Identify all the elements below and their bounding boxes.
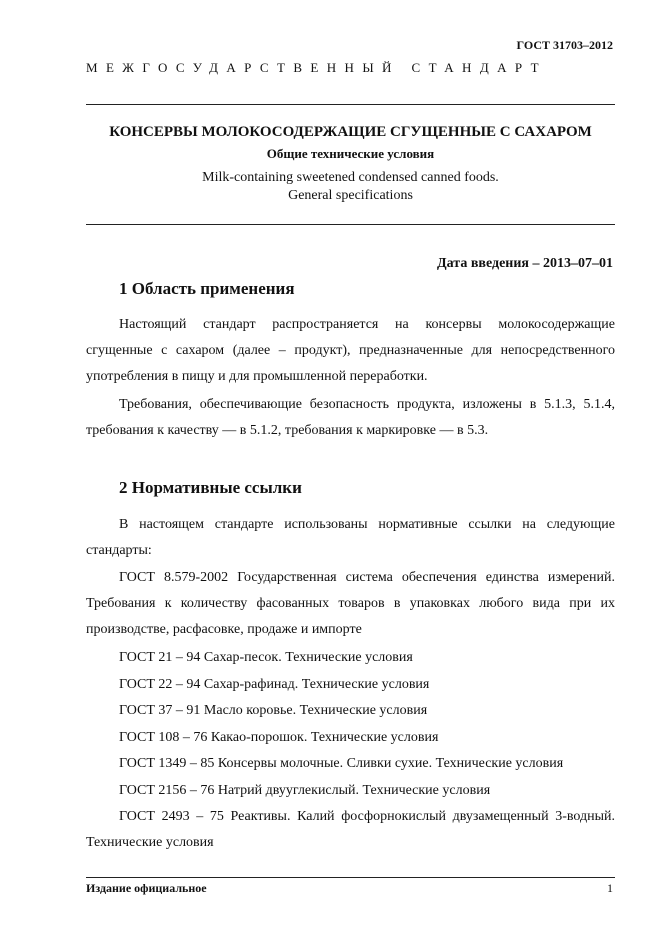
section-1-paragraph-2: Требования, обеспечивающие безопасность продукта, изложены в 5.1.3, 5.1.4, требования к качеству — в 5.1.2, требования к маркировке — в 5.3. [86,397,615,438]
gost-number: ГОСТ 31703–2012 [516,38,613,52]
section-2-heading: 2 Нормативные ссылки [119,478,302,497]
section-1-heading: 1 Область применения [119,279,295,298]
section-1-paragraph-1: Настоящий стандарт распространяется на консервы молокосодержащие сгущенные с сахаром (далее – продукт), предназначенные для непосредственного употребления в пищу и для промышленной переработки. [86,317,615,384]
edition-label: Издание официальное [86,881,207,895]
reference-item: ГОСТ 1349 – 85 Консервы молочные. Сливки сухие. Технические условия [119,756,564,771]
document-title: КОНСЕРВЫ МОЛОКОСОДЕРЖАЩИЕ СГУЩЕННЫЕ С САХАРОМ [109,124,592,140]
page-number: 1 [607,881,613,895]
reference-gost-2493: ГОСТ 2493 – 75 Реактивы. Калий фосфорнокислый двузамещенный 3-водный. Технические условия [86,809,615,850]
reference-item: ГОСТ 22 – 94 Сахар-рафинад. Технические условия [119,677,430,692]
introduction-date: Дата введения – 2013–07–01 [437,256,613,271]
title-divider [86,224,615,225]
reference-item: ГОСТ 37 – 91 Масло коровье. Технические условия [119,703,428,718]
reference-gost-8579: ГОСТ 8.579-2002 Государственная система обеспечения единства измерений. Требования к количеству фасованных товаров в упаковках любого вида при их производстве, расфасовке, продаже и импорте [86,570,615,637]
footer-divider [86,877,615,878]
reference-item: ГОСТ 2156 – 76 Натрий двууглекислый. Технические условия [119,783,491,798]
english-subtitle: General specifications [288,188,413,203]
reference-item: ГОСТ 21 – 94 Сахар-песок. Технические условия [119,650,413,665]
reference-item: ГОСТ 108 – 76 Какао-порошок. Технические условия [119,730,439,745]
section-2-intro: В настоящем стандарте использованы нормативные ссылки на следующие стандарты: [86,517,615,558]
standard-type: МЕЖГОСУДАРСТВЕННЫЙ СТАНДАРТ [86,60,548,75]
english-title: Milk-containing sweetened condensed canned foods. [202,170,499,185]
document-subtitle: Общие технические условия [266,146,435,161]
header-divider [86,104,615,105]
